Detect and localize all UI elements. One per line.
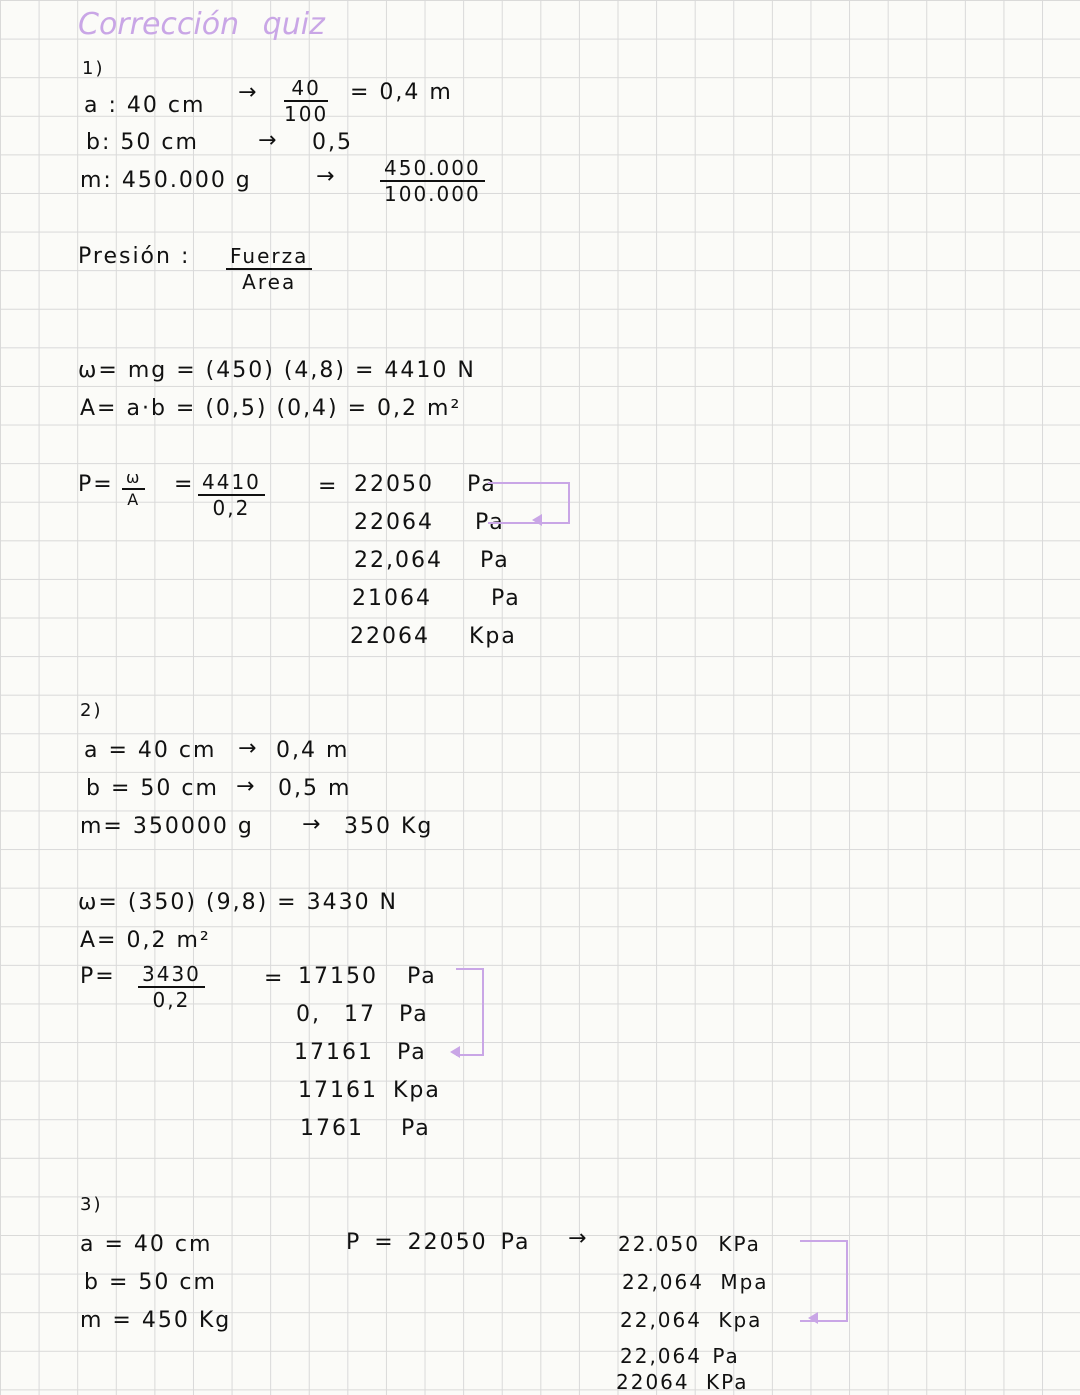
p2-m-result: 350 Kg: [344, 814, 434, 839]
problem-3-number: 3): [80, 1194, 103, 1215]
p1-a-result: = 0,4 m: [350, 80, 453, 105]
problem-1-number: 1): [82, 58, 105, 79]
p1-p-label: P=: [78, 472, 114, 497]
p3-option-3: 22,064 Kpa: [620, 1308, 763, 1332]
p1-correct-arrow-icon: [532, 514, 542, 526]
p1-a-fraction: [284, 78, 328, 124]
p2-area-line: A= 0,2 m²: [80, 928, 211, 953]
p2-option-5: 1761 Pa: [300, 1116, 431, 1141]
p1-option-2: 22064 Pa: [354, 510, 505, 535]
p3-a-value: a = 40 cm: [80, 1232, 213, 1257]
p2-p-label: P=: [80, 964, 116, 989]
p1-pressure-num: Fuerza: [226, 246, 312, 270]
p2-a-arrow-icon: →: [238, 736, 257, 761]
p1-m-value: m: 450.000 g: [80, 168, 252, 193]
p2-option-4: 17161 Kpa: [298, 1078, 441, 1103]
p3-correct-bracket: [800, 1240, 848, 1322]
p1-m-arrow-icon: →: [316, 164, 335, 189]
p2-option-3: 17161 Pa: [294, 1040, 427, 1065]
p1-a-frac-den: 100: [284, 102, 329, 126]
p1-p-fraction-2: [198, 472, 265, 518]
p3-option-2: 22,064 Mpa: [622, 1270, 769, 1294]
title-subtitle: quiz: [262, 7, 325, 42]
p1-p-frac2-num: 4410: [198, 472, 265, 496]
p2-m-value: m= 350000 g: [80, 814, 254, 839]
p2-m-arrow-icon: →: [302, 812, 321, 837]
p2-option-2: 0, 17 Pa: [296, 1002, 429, 1027]
p1-pressure-fraction: [226, 246, 312, 292]
p3-option-1: 22.050 KPa: [618, 1232, 761, 1256]
p2-p-fraction: [138, 964, 205, 1010]
p1-b-result: 0,5: [312, 130, 353, 155]
p2-option-1: 17150 Pa: [298, 964, 437, 989]
p1-correct-bracket: [488, 482, 570, 524]
p1-pressure-label: Presión :: [78, 244, 191, 269]
p3-m-value: m = 450 Kg: [80, 1308, 232, 1333]
p1-a-arrow-icon: →: [238, 80, 257, 105]
p2-b-result: 0,5 m: [278, 776, 352, 801]
p3-p-arrow-icon: →: [568, 1226, 587, 1251]
p2-a-result: 0,4 m: [276, 738, 350, 763]
p1-option-3: 22,064 Pa: [354, 548, 510, 573]
page-title: [78, 7, 325, 42]
p1-a-frac-num: 40: [284, 78, 328, 102]
p2-p-equals: =: [264, 966, 285, 991]
p2-correct-arrow-icon: [450, 1046, 460, 1058]
p3-option-4: 22,064 Pa: [620, 1344, 740, 1368]
p1-pressure-den: Area: [242, 270, 297, 294]
p3-b-value: b = 50 cm: [84, 1270, 217, 1295]
p1-b-arrow-icon: →: [258, 128, 277, 153]
p1-area-line: A= a·b = (0,5) (0,4) = 0,2 m²: [80, 396, 462, 421]
p1-p-frac2-den: 0,2: [212, 496, 251, 520]
p1-option-1: 22050 Pa: [354, 472, 497, 497]
p2-a-value: a = 40 cm: [84, 738, 217, 763]
p1-option-5: 22064 Kpa: [350, 624, 517, 649]
p1-b-value: b: 50 cm: [86, 130, 199, 155]
p1-p-fraction-1: [122, 470, 145, 508]
p2-p-frac-den: 0,2: [152, 988, 191, 1012]
p1-m-frac-num: 450.000: [380, 158, 485, 182]
problem-2-number: 2): [80, 700, 103, 721]
p2-weight-line: ω= (350) (9,8) = 3430 N: [78, 890, 399, 915]
p3-p-line: P = 22050 Pa: [346, 1230, 531, 1255]
p1-p-frac1-num: ω: [122, 470, 145, 490]
p1-weight-line: ω= mg = (450) (4,8) = 4410 N: [78, 358, 476, 383]
p1-m-fraction: [380, 158, 485, 204]
p1-a-value: a : 40 cm: [84, 93, 206, 118]
p1-m-frac-den: 100.000: [384, 182, 481, 206]
title-text: Corrección: [78, 7, 240, 42]
p1-p-equals: =: [174, 472, 195, 497]
p1-p-equals-2: =: [318, 474, 339, 499]
p1-p-frac1-den: A: [127, 490, 141, 509]
p2-p-frac-num: 3430: [138, 964, 205, 988]
p2-b-value: b = 50 cm: [86, 776, 219, 801]
p2-correct-bracket: [456, 968, 484, 1056]
p3-option-5: 22064 KPa: [616, 1370, 749, 1394]
p2-b-arrow-icon: →: [236, 774, 255, 799]
p1-option-4: 21064 Pa: [352, 586, 521, 611]
p3-correct-arrow-icon: [808, 1312, 818, 1324]
